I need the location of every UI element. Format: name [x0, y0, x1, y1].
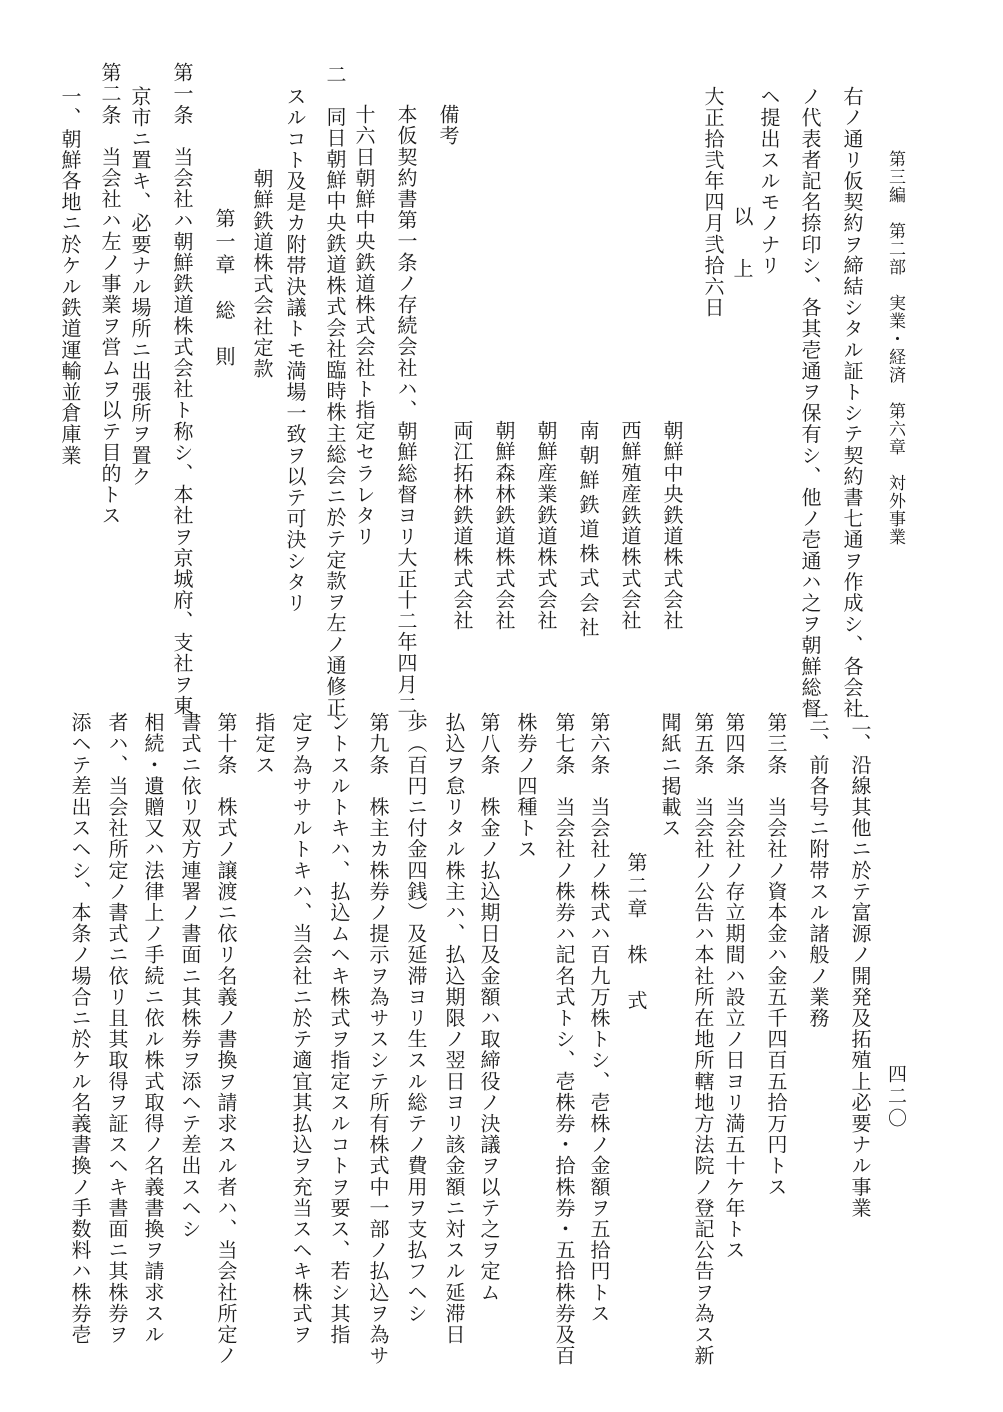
remarks-line: 二 同日朝鮮中央鉄道株式会社臨時株主総会ニ於テ定款ヲ左ノ通修正: [323, 64, 347, 719]
remarks-line: 十六日朝鮮中央鉄道株式会社ト指定セラレタリ: [352, 104, 376, 548]
article-line: 第四条 当会社ノ存立期間ハ設立ノ日ヨリ満五十ケ年トス: [722, 712, 746, 1261]
company-name: 西鮮殖産鉄道株式会社: [618, 420, 642, 631]
article-line: 定ヲ為ササルトキハ、当会社ニ於テ適宜其払込ヲ充当スヘキ株式ヲ: [289, 712, 313, 1345]
article-line: 第五条 当会社ノ公告ハ本社所在地所轄地方法院ノ登記公告ヲ為ス新: [691, 712, 715, 1367]
article-line: 第八条 株金ノ払込期日及金額ハ取締役ノ決議ヲ以テ之ヲ定ム: [477, 712, 501, 1303]
article-line: 聞紙ニ掲載ス: [658, 712, 682, 839]
article-line: 二、沿線其他ニ於テ富源ノ開発及拓殖上必要ナル事業: [848, 712, 872, 1219]
company-name: 南朝鮮鉄道株式会社: [576, 420, 600, 642]
remarks-heading: 備考: [436, 104, 460, 147]
article-line: 第一条 当会社ハ朝鮮鉄道株式会社ト称シ、本社ヲ京城府、支社ヲ東: [170, 62, 194, 717]
company-name: 朝鮮産業鉄道株式会社: [534, 420, 558, 631]
company-name: 朝鮮森林鉄道株式会社: [492, 420, 516, 631]
article-line: 一、朝鮮各地ニ於ケル鉄道運輸並倉庫業: [58, 86, 82, 466]
article-line: 第三条 当会社ノ資本金ハ金五千四百五拾万円トス: [764, 712, 788, 1198]
body-line: 右ノ通リ仮契約ヲ締結シタル証トシテ契約書七通ヲ作成シ、各会社: [840, 86, 864, 719]
article-line: 歩（百円ニ付金四銭）及延滞ヨリ生スル総テノ費用ヲ支払フヘシ: [404, 712, 428, 1324]
article-line: 相続・遺贈又ハ法律上ノ手続ニ依ル株式取得ノ名義書換ヲ請求スル: [141, 712, 165, 1345]
article-line: 株券ノ四種トス: [514, 712, 538, 860]
article-line: 書式ニ依リ双方連署ノ書面ニ其株券ヲ添ヘテ差出スヘシ: [178, 712, 202, 1240]
running-title: 第三編 第二部 実業・経済 第六章 対外事業: [885, 150, 905, 546]
article-line: 払込ヲ怠リタル株主ハ、払込期限ノ翌日ヨリ該金額ニ対スル延滞日: [442, 712, 466, 1345]
article-line: 第二条 当会社ハ左ノ事業ヲ営ムヲ以テ目的トス: [98, 62, 122, 527]
contract-date: 大正拾弐年四月弐拾六日: [701, 86, 725, 319]
chapter-heading: 第二章 株 式: [624, 852, 648, 1013]
article-line: 者ハ、当会社所定ノ書式ニ依リ且其取得ヲ証スヘキ書面ニ其株券ヲ: [105, 712, 129, 1345]
company-name: 朝鮮中央鉄道株式会社: [660, 420, 684, 631]
closing-mark: 以 上: [730, 206, 754, 284]
page-number: 四二〇: [885, 1064, 907, 1130]
article-line: 第七条 当会社ノ株券ハ記名式トシ、壱株券・拾株券・五拾株券及百: [552, 712, 576, 1367]
chapter-heading: 第一章 総 則: [212, 208, 236, 369]
article-line: 添ヘテ差出スヘシ、本条ノ場合ニ於ケル名義書換ノ手数料ハ株券壱: [68, 712, 92, 1345]
body-line: ヘ提出スルモノナリ: [757, 86, 781, 276]
articles-title: 朝鮮鉄道株式会社定款: [250, 168, 274, 379]
article-line: ントスルトキハ、払込ムヘキ株式ヲ指定スルコトヲ要ス、若シ其指: [327, 712, 351, 1345]
remarks-line: スルコト及是カ附帯決議トモ満場一致ヲ以テ可決シタリ: [283, 86, 307, 614]
article-line: 第六条 当会社ノ株式ハ百九万株トシ、壱株ノ金額ヲ五拾円トス: [587, 712, 611, 1324]
article-line: 京市ニ置キ、必要ナル場所ニ出張所ヲ置ク: [128, 86, 152, 487]
article-line: 第九条 株主カ株券ノ提示ヲ為サスシテ所有株式中一部ノ払込ヲ為サ: [366, 712, 390, 1367]
article-line: 指定ス: [252, 712, 276, 776]
remarks-line: 本仮契約書第一条ノ存続会社ハ、朝鮮総督ヨリ大正十二年四月二: [394, 104, 418, 716]
article-line: 第十条 株式ノ譲渡ニ依リ名義ノ書換ヲ請求スル者ハ、当会社所定ノ: [214, 712, 238, 1367]
body-line: ノ代表者記名捺印シ、各其壱通ヲ保有シ、他ノ壱通ハ之ヲ朝鮮総督: [798, 86, 822, 719]
company-name: 両江拓林鉄道株式会社: [450, 420, 474, 631]
article-line: 三、前各号ニ附帯スル諸般ノ業務: [806, 712, 830, 1029]
